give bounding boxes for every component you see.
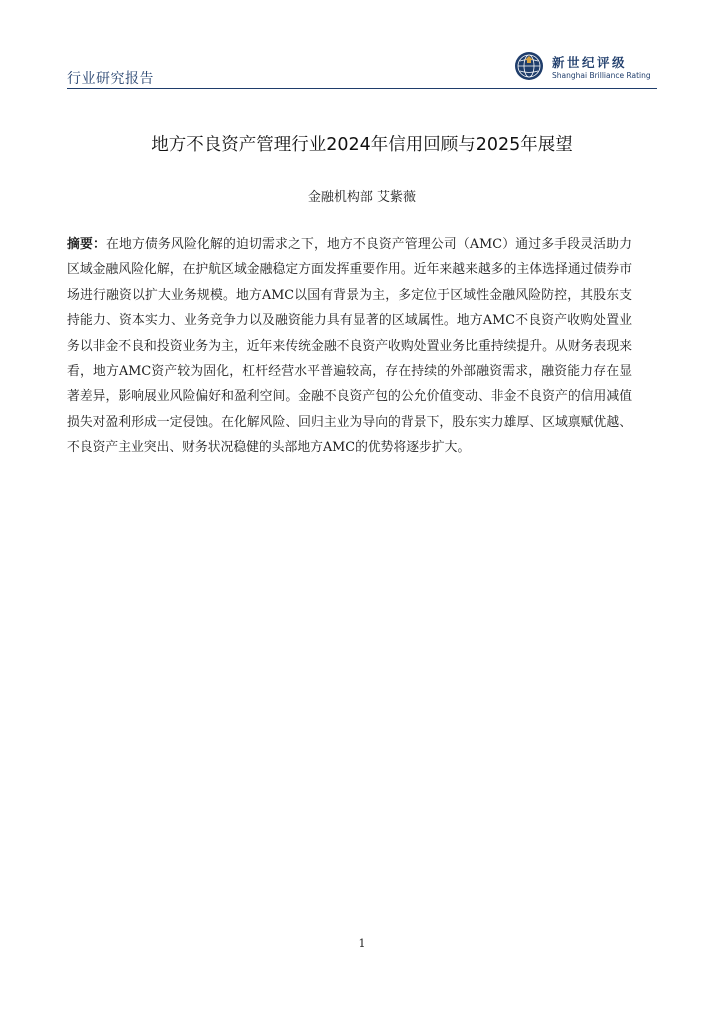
document-title: 地方不良资产管理行业2024年信用回顾与2025年展望 (151, 135, 573, 155)
company-logo (514, 50, 654, 84)
abstract-text: 在地方债务风险化解的迫切需求之下，地方不良资产管理公司（AMC）通过多手段灵活助力区域金融风险化解，在护航区域金融稳定方面发挥重要作用。近年来越来越多的主体选择通过债券市场进行融资以扩大业务规模。地方AMC以国有背景为主，多定位于区域性金融风险防控，其股东支持能力、资本实力、业务竞争力以及融资能力具有显著的区域属性。地方AMC不良资产收购处置业务以非金不良和投资业务为主，近年来传统金融不良资产收购处置业务比重持续提升。从财务表现来看，地方AMC资产较为固化，杠杆经营水平普遍较高，存在持续的外部融资需求，融资能力存在显著差异，影响展业风险偏好和盈利空间。金融不良资产包的公允价值变动、非金不良资产的信用减值损失对盈利形成一定侵蚀。在化解风险、回归主业为导向的背景下，股东实力雄厚、区域禀赋优越、不良资产主业突出、财务状况稳健的头部地方AMC的优势将逐步扩大。 (67, 237, 633, 456)
page-number: 1 (358, 937, 366, 950)
author-line: 金融机构部 艾紫薇 (307, 190, 417, 205)
globe-emblem-icon (514, 51, 544, 81)
logo-name-en: Shanghai Brilliance Rating (552, 71, 651, 80)
abstract-label: 摘要： (67, 237, 106, 252)
header-divider (67, 88, 657, 89)
abstract-paragraph (67, 232, 632, 461)
logo-name-cn: 新世纪评级 (552, 55, 628, 70)
report-type-label: 行业研究报告 (67, 71, 154, 87)
